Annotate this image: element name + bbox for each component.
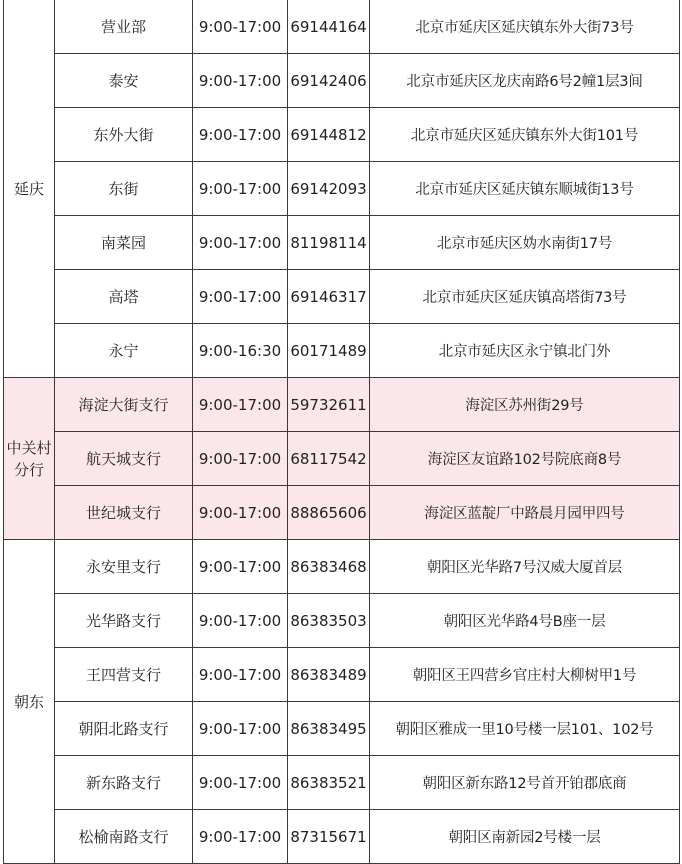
branch-name-cell: 新东路支行 xyxy=(55,756,193,810)
phone-cell: 86383495 xyxy=(288,702,370,756)
hours-cell: 9:00-17:00 xyxy=(193,594,288,648)
hours-cell: 9:00-17:00 xyxy=(193,108,288,162)
table-row xyxy=(4,432,680,486)
table-row xyxy=(4,324,680,378)
branch-name-cell: 海淀大街支行 xyxy=(55,378,193,432)
phone-cell: 86383489 xyxy=(288,648,370,702)
branch-name-cell: 永宁 xyxy=(55,324,193,378)
address-cell: 朝阳区王四营乡官庄村大柳树甲1号 xyxy=(370,648,680,702)
table-row xyxy=(4,0,680,54)
hours-cell: 9:00-17:00 xyxy=(193,756,288,810)
address-cell: 海淀区苏州街29号 xyxy=(370,378,680,432)
address-cell: 北京市延庆区延庆镇东顺城街13号 xyxy=(370,162,680,216)
branch-name-cell: 松榆南路支行 xyxy=(55,810,193,864)
address-cell: 朝阳区光华路7号汉威大厦首层 xyxy=(370,540,680,594)
phone-cell: 69146317 xyxy=(288,270,370,324)
phone-cell: 81198114 xyxy=(288,216,370,270)
address-cell: 朝阳区光华路4号B座一层 xyxy=(370,594,680,648)
table-row xyxy=(4,540,680,594)
branch-name-cell: 朝阳北路支行 xyxy=(55,702,193,756)
table-row xyxy=(4,756,680,810)
hours-cell: 9:00-17:00 xyxy=(193,162,288,216)
phone-cell: 87315671 xyxy=(288,810,370,864)
address-cell: 海淀区友谊路102号院底商8号 xyxy=(370,432,680,486)
phone-cell: 86383468 xyxy=(288,540,370,594)
address-cell: 北京市延庆区延庆镇东外大街73号 xyxy=(370,0,680,54)
phone-cell: 69144164 xyxy=(288,0,370,54)
phone-cell: 60171489 xyxy=(288,324,370,378)
phone-cell: 69142406 xyxy=(288,54,370,108)
phone-cell: 86383503 xyxy=(288,594,370,648)
region-label-line: 分行 xyxy=(13,460,44,479)
table-row xyxy=(4,648,680,702)
branch-name-cell: 世纪城支行 xyxy=(55,486,193,540)
table-row xyxy=(4,486,680,540)
address-cell: 海淀区蓝靛厂中路晨月园甲四号 xyxy=(370,486,680,540)
phone-cell: 69142093 xyxy=(288,162,370,216)
phone-cell: 88865606 xyxy=(288,486,370,540)
branch-table xyxy=(3,0,680,864)
hours-cell: 9:00-16:30 xyxy=(193,324,288,378)
branch-name-cell: 泰安 xyxy=(55,54,193,108)
hours-cell: 9:00-17:00 xyxy=(193,540,288,594)
branch-name-cell: 航天城支行 xyxy=(55,432,193,486)
hours-cell: 9:00-17:00 xyxy=(193,486,288,540)
address-cell: 北京市延庆区妫水南街17号 xyxy=(370,216,680,270)
hours-cell: 9:00-17:00 xyxy=(193,378,288,432)
phone-cell: 59732611 xyxy=(288,378,370,432)
phone-cell: 86383521 xyxy=(288,756,370,810)
phone-cell: 68117542 xyxy=(288,432,370,486)
table-row xyxy=(4,378,680,432)
hours-cell: 9:00-17:00 xyxy=(193,54,288,108)
branch-name-cell: 营业部 xyxy=(55,0,193,54)
hours-cell: 9:00-17:00 xyxy=(193,810,288,864)
region-cell xyxy=(4,378,55,540)
region-label-line: 中关村 xyxy=(6,438,52,457)
hours-cell: 9:00-17:00 xyxy=(193,0,288,54)
address-cell: 朝阳区新东路12号首开铂郡底商 xyxy=(370,756,680,810)
hours-cell: 9:00-17:00 xyxy=(193,648,288,702)
hours-cell: 9:00-17:00 xyxy=(193,702,288,756)
table-row xyxy=(4,162,680,216)
hours-cell: 9:00-17:00 xyxy=(193,216,288,270)
branch-name-cell: 光华路支行 xyxy=(55,594,193,648)
phone-cell: 69144812 xyxy=(288,108,370,162)
branch-name-cell: 王四营支行 xyxy=(55,648,193,702)
region-cell: 延庆 xyxy=(4,0,55,378)
address-cell: 北京市延庆区龙庆南路6号2幢1层3间 xyxy=(370,54,680,108)
branch-name-cell: 东街 xyxy=(55,162,193,216)
table-row xyxy=(4,270,680,324)
address-cell: 朝阳区南新园2号楼一层 xyxy=(370,810,680,864)
table-row xyxy=(4,702,680,756)
address-cell: 北京市延庆区延庆镇高塔街73号 xyxy=(370,270,680,324)
table-row xyxy=(4,108,680,162)
address-cell: 朝阳区雅成一里10号楼一层101、102号 xyxy=(370,702,680,756)
table-row xyxy=(4,810,680,864)
branch-name-cell: 高塔 xyxy=(55,270,193,324)
branch-name-cell: 南菜园 xyxy=(55,216,193,270)
address-cell: 北京市延庆区延庆镇东外大街101号 xyxy=(370,108,680,162)
branch-table-body xyxy=(4,0,680,864)
hours-cell: 9:00-17:00 xyxy=(193,432,288,486)
region-cell: 朝东 xyxy=(4,540,55,864)
hours-cell: 9:00-17:00 xyxy=(193,270,288,324)
branch-name-cell: 永安里支行 xyxy=(55,540,193,594)
address-cell: 北京市延庆区永宁镇北门外 xyxy=(370,324,680,378)
branch-name-cell: 东外大街 xyxy=(55,108,193,162)
table-row xyxy=(4,594,680,648)
table-row xyxy=(4,216,680,270)
table-row xyxy=(4,54,680,108)
